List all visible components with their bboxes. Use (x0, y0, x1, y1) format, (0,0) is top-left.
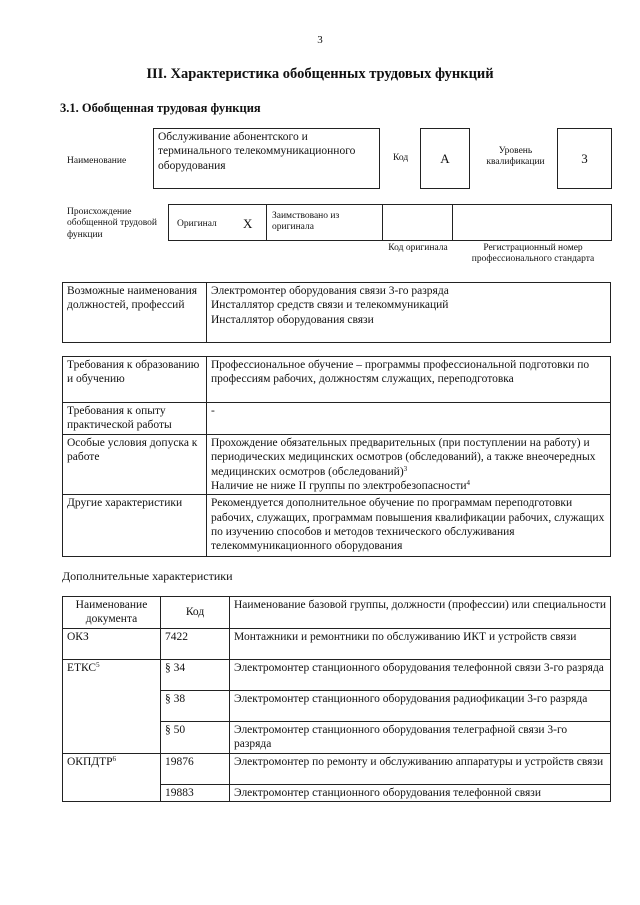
table-row (63, 690, 611, 721)
borrowed-label: Заимствовано из оригинала (272, 211, 340, 233)
doc-cell (63, 721, 161, 753)
req-text: Прохождение обязательных предварительных (при поступлении на работу) и периодических медицинских осмотров (обследований), а также внеочередных медицинских осмотров (обследований) (211, 436, 596, 478)
doc-cell: ОКПДТР$^6$ (63, 753, 161, 784)
name-cell: Электромонтер станционного оборудования телеграфной связи 3-го разряда (230, 721, 611, 753)
doc-cell: ОКЗ (63, 628, 161, 659)
col-header: Наименование документа (63, 597, 161, 629)
level-value: 3 (581, 151, 588, 166)
reg-number-label: Регистрационный номер профессионального стандарта (471, 243, 595, 265)
divider (452, 205, 453, 240)
table-row (63, 784, 611, 801)
doc-cell (63, 784, 161, 801)
divider (382, 205, 383, 240)
name-cell: Электромонтер по ремонту и обслуживанию аппаратуры и устройств связи (230, 753, 611, 784)
req-value (207, 434, 611, 495)
table-row (63, 721, 611, 753)
code-value: A (440, 151, 450, 166)
code-label: Код (393, 153, 409, 163)
code-cell: 19876 (161, 753, 230, 784)
req-text: Наличие не ниже II группы по электробезопасности (211, 479, 467, 492)
doc-cell: ЕТКС$^5$ (63, 659, 161, 690)
level-box (557, 128, 612, 189)
requirements-table (62, 356, 611, 557)
position-item: Инсталлятор средств связи и телекоммуникаций (211, 299, 449, 312)
name-label: Наименование (67, 156, 127, 166)
req-value: Профессиональное обучение – программы профессиональной подготовки по профессиям рабочих, должностям служащих, переподготовка (207, 357, 611, 403)
col-header: Код (161, 597, 230, 629)
name-cell: Электромонтер станционного оборудования телефонной связи 3-го разряда (230, 659, 611, 690)
name-cell: Монтажники и ремонтники по обслуживанию ИКТ и устройств связи (230, 628, 611, 659)
req-label: Особые условия допуска к работе (63, 434, 207, 495)
position-item: Инсталлятор оборудования связи (211, 313, 374, 326)
positions-cell (207, 283, 611, 343)
code-box (420, 128, 470, 189)
req-label: Требования к опыту практической работы (63, 403, 207, 435)
code-cell: 19883 (161, 784, 230, 801)
name-cell: Электромонтер станционного оборудования радиофикации 3-го разряда (230, 690, 611, 721)
footnote-ref: 3 (403, 464, 408, 473)
col-header: Наименование базовой группы, должности (профессии) или специальности (230, 597, 611, 629)
req-value: Рекомендуется дополнительное обучение по программам переподготовки рабочих, служащих, программам повышения квалификации рабочих, служащих по изучению способов и методов технического обслуживания телекоммуникационного оборудования (207, 495, 611, 557)
table-row (63, 753, 611, 784)
additional-title: Дополнительные характеристики (62, 569, 233, 583)
footnote-ref: 4 (466, 478, 471, 487)
gtf-name-value: Обслуживание абонентского и терминального телекоммуникационного оборудования (158, 131, 356, 172)
original-label: Оригинал (177, 219, 217, 229)
code-cell: § 34 (161, 659, 230, 690)
position-item: Электромонтер оборудования связи 3-го разряда (211, 285, 449, 297)
code-original-label: Код оригинала (388, 243, 448, 253)
req-value: - (207, 403, 611, 435)
req-label: Другие характеристики (63, 495, 207, 557)
name-cell: Электромонтер станционного оборудования телефонной связи (230, 784, 611, 801)
table-row (63, 628, 611, 659)
divider (266, 205, 267, 240)
section-title: III. Характеристика обобщенных трудовых функций (146, 66, 494, 82)
original-mark: X (243, 216, 253, 231)
additional-table (62, 596, 611, 802)
positions-table (62, 282, 611, 343)
positions-label: Возможные наименования должностей, профессий (63, 283, 207, 343)
code-cell: 7422 (161, 628, 230, 659)
origin-label: Происхождение обобщенной трудовой функции (67, 207, 157, 240)
origin-table (168, 204, 612, 241)
gtf-name-box (153, 128, 380, 189)
subsection-title: 3.1. Обобщенная трудовая функция (60, 101, 261, 115)
code-cell: § 50 (161, 721, 230, 753)
page-number: 3 (317, 34, 323, 46)
req-label: Требования к образованию и обучению (63, 357, 207, 403)
doc-cell (63, 690, 161, 721)
table-row (63, 659, 611, 690)
level-label: Уровень квалификации (486, 146, 545, 168)
code-cell: § 38 (161, 690, 230, 721)
